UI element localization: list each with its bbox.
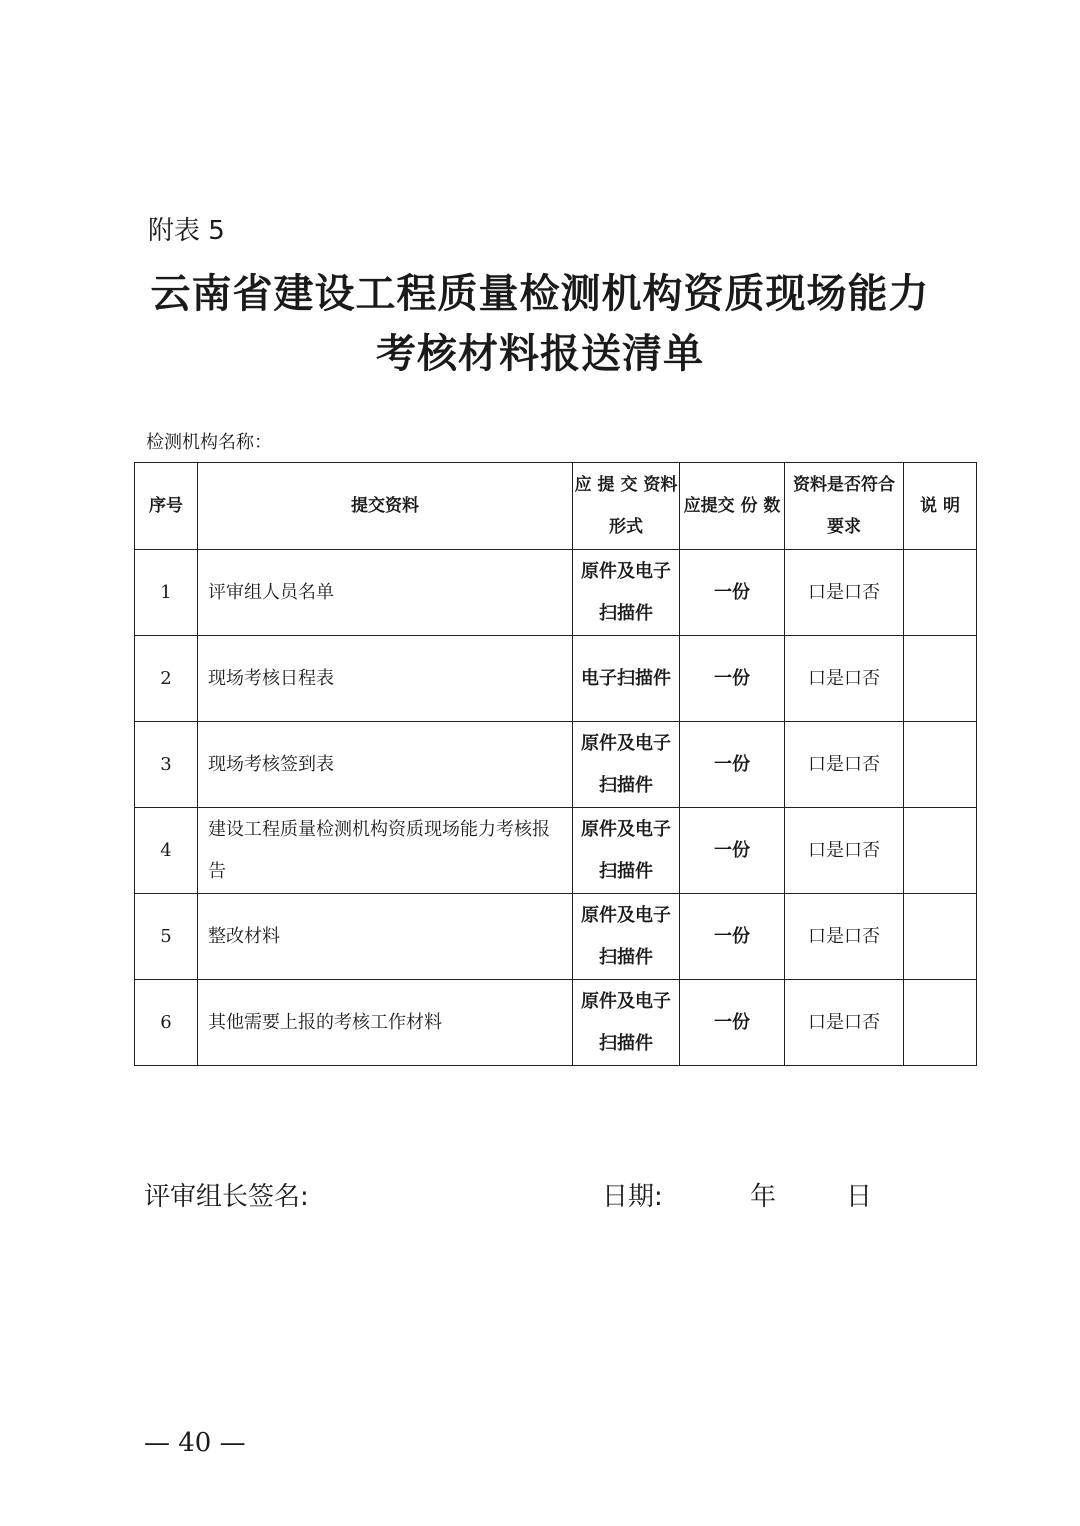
row-compliant: 口是口否 [785, 894, 904, 980]
attachment-label: 附表 5 [148, 216, 225, 246]
header-format: 应 提 交 资料形式 [573, 463, 680, 550]
org-name-label: 检测机构名称： [146, 432, 272, 453]
row-copies: 一份 [680, 980, 785, 1066]
row-no: 6 [135, 980, 198, 1066]
table-row [135, 722, 977, 808]
table-row [135, 808, 977, 894]
row-note [904, 636, 977, 722]
row-material: 其他需要上报的考核工作材料 [198, 980, 573, 1066]
row-note [904, 550, 977, 636]
document-title-line-2: 考核材料报送清单 [376, 331, 704, 377]
header-material: 提交资料 [198, 463, 573, 550]
submission-table [134, 462, 977, 1066]
signature-label: 评审组长签名: [144, 1182, 309, 1212]
row-copies: 一份 [680, 550, 785, 636]
row-format: 原件及电子扫描件 [573, 808, 680, 894]
table-row [135, 636, 977, 722]
row-material: 整改材料 [198, 894, 573, 980]
row-note [904, 894, 977, 980]
row-no: 4 [135, 808, 198, 894]
header-note: 说 明 [904, 463, 977, 550]
header-copies: 应提交 份 数 [680, 463, 785, 550]
row-no: 3 [135, 722, 198, 808]
row-format: 原件及电子扫描件 [573, 722, 680, 808]
row-copies: 一份 [680, 808, 785, 894]
row-format: 原件及电子扫描件 [573, 894, 680, 980]
day-label: 日 [846, 1182, 873, 1212]
year-label: 年 [750, 1182, 777, 1212]
table-row [135, 894, 977, 980]
document-title-line-1: 云南省建设工程质量检测机构资质现场能力 [150, 271, 930, 317]
row-copies: 一份 [680, 636, 785, 722]
row-compliant: 口是口否 [785, 808, 904, 894]
row-note [904, 722, 977, 808]
row-note [904, 808, 977, 894]
date-label: 日期: [602, 1182, 663, 1212]
row-no: 1 [135, 550, 198, 636]
row-format: 原件及电子扫描件 [573, 980, 680, 1066]
row-material: 现场考核签到表 [198, 722, 573, 808]
row-no: 5 [135, 894, 198, 980]
row-compliant: 口是口否 [785, 980, 904, 1066]
row-format: 原件及电子扫描件 [573, 550, 680, 636]
header-compliant: 资料是否符合 要求 [785, 463, 904, 550]
page-number: — 40 — [144, 1428, 246, 1458]
row-copies: 一份 [680, 722, 785, 808]
row-material: 建设工程质量检测机构资质现场能力考核报告 [198, 808, 573, 894]
table-header-row [135, 463, 977, 550]
row-compliant: 口是口否 [785, 550, 904, 636]
row-compliant: 口是口否 [785, 636, 904, 722]
row-material: 评审组人员名单 [198, 550, 573, 636]
header-no: 序号 [135, 463, 198, 550]
row-compliant: 口是口否 [785, 722, 904, 808]
row-no: 2 [135, 636, 198, 722]
row-material: 现场考核日程表 [198, 636, 573, 722]
table-row [135, 980, 977, 1066]
row-note [904, 980, 977, 1066]
table-row [135, 550, 977, 636]
row-copies: 一份 [680, 894, 785, 980]
row-format: 电子扫描件 [573, 636, 680, 722]
